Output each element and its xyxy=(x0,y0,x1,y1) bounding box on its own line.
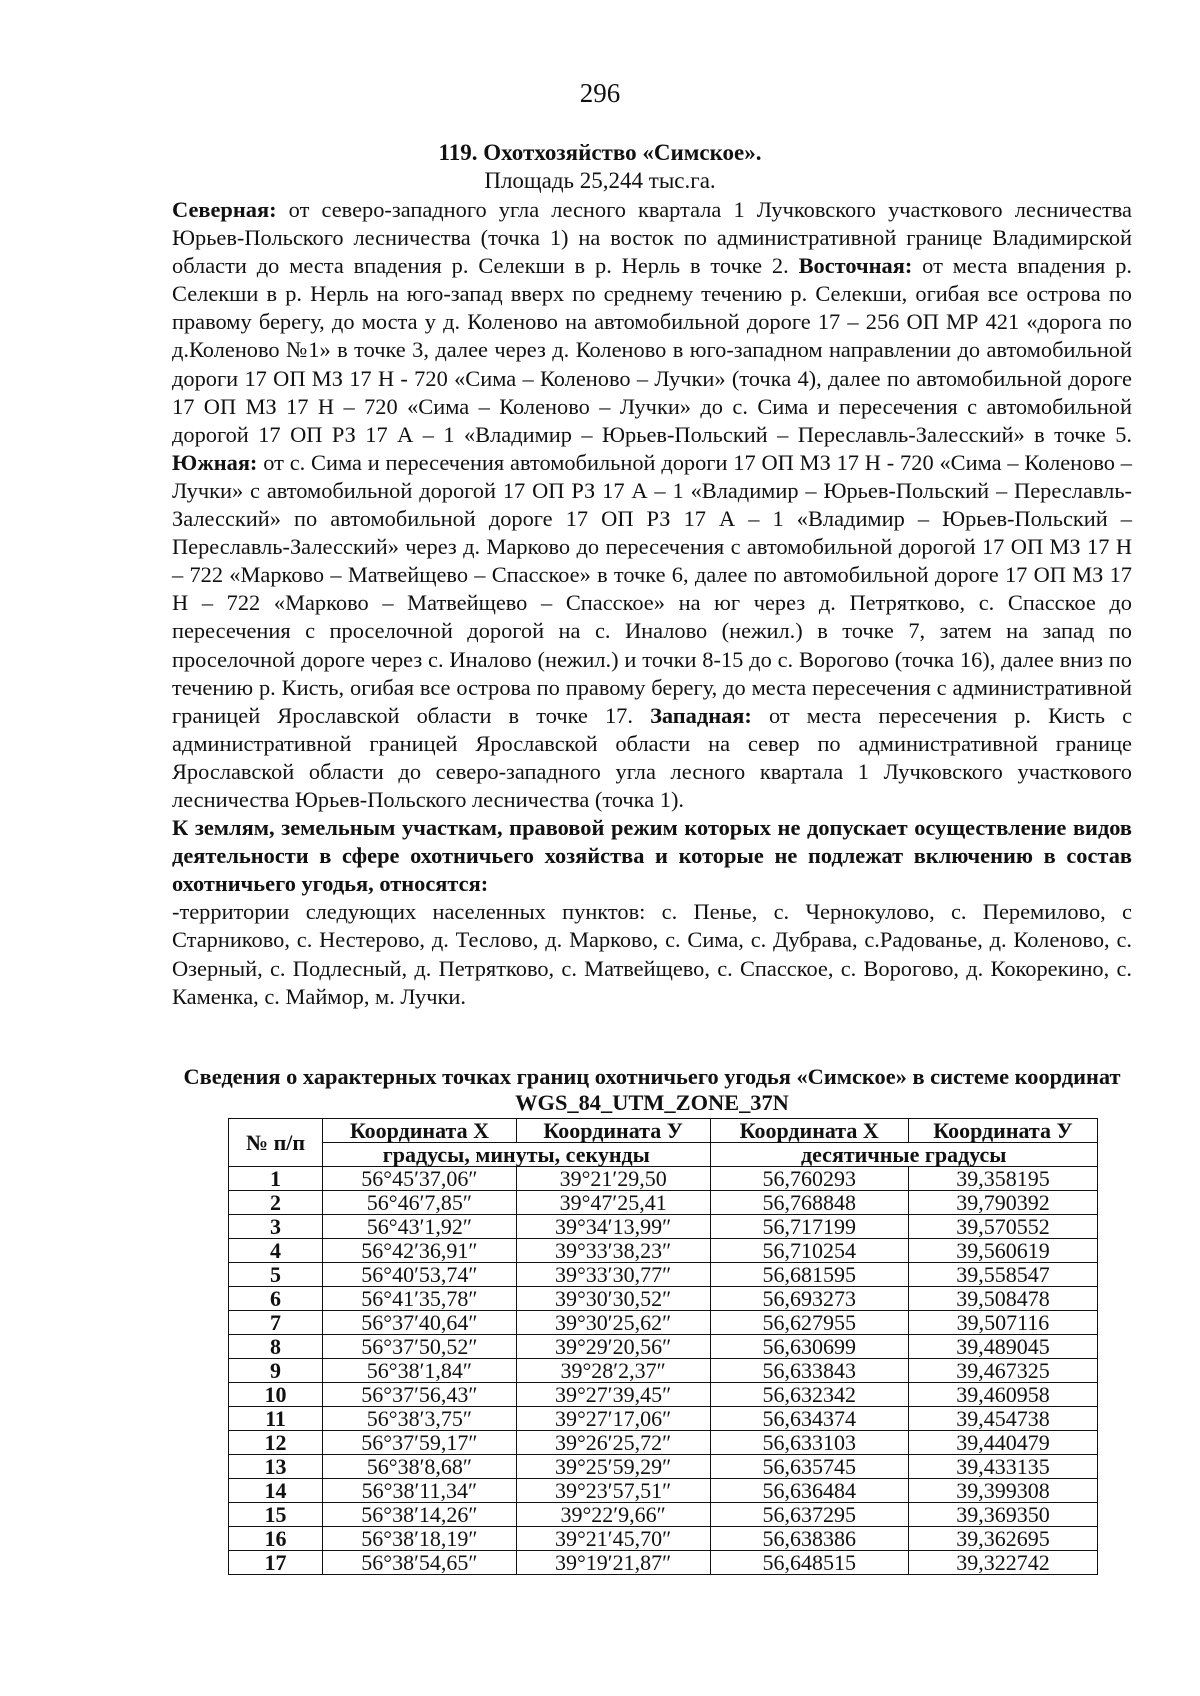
row-number: 5 xyxy=(229,1263,323,1287)
table-row xyxy=(229,1407,1098,1431)
y-dms-cell: 39°19′21,87″ xyxy=(516,1551,710,1575)
x-dec-cell: 56,635745 xyxy=(710,1455,908,1479)
x-dec-cell: 56,630699 xyxy=(710,1335,908,1359)
row-number: 11 xyxy=(229,1407,323,1431)
y-dec-cell: 39,560619 xyxy=(908,1239,1097,1263)
y-dms-cell: 39°28′2,37″ xyxy=(516,1359,710,1383)
x-dec-cell: 56,710254 xyxy=(710,1239,908,1263)
x-dms-cell: 56°45′37,06″ xyxy=(323,1167,517,1191)
y-dms-cell: 39°27′39,45″ xyxy=(516,1383,710,1407)
coordinates-table xyxy=(228,1118,1098,1575)
y-dec-cell: 39,440479 xyxy=(908,1431,1097,1455)
x-dms-cell: 56°37′59,17″ xyxy=(323,1431,517,1455)
y-dec-cell: 39,369350 xyxy=(908,1503,1097,1527)
row-number: 13 xyxy=(229,1455,323,1479)
page-number: 296 xyxy=(579,78,621,108)
x-dms-cell: 56°37′50,52″ xyxy=(323,1335,517,1359)
y-dms-cell: 39°21′45,70″ xyxy=(516,1527,710,1551)
table-row xyxy=(229,1263,1098,1287)
north-text: от северо-западного угла лесного квартала 1 Лучковского участкового лесничества Юрьев-Польского лесничества (точка 1) на восток по административной границе Владимирской области до места впадения р. Селекши в р. Нерль в точке 2. xyxy=(172,197,1132,279)
west-text: от места пересечения р. Кисть с административной границей Ярославской области на север по административной границе Ярославской области до северо-западного угла лесного квартала 1 Лучковского участкового лесничества Юрьев-Польского лесничества (точка 1). xyxy=(172,702,1133,812)
x-dec-cell: 56,693273 xyxy=(710,1287,908,1311)
x-dec-cell: 56,637295 xyxy=(710,1503,908,1527)
y-dec-cell: 39,399308 xyxy=(908,1479,1097,1503)
y-dms-cell: 39°33′38,23″ xyxy=(516,1239,710,1263)
table-subheader-row xyxy=(229,1143,1098,1167)
y-dms-cell: 39°26′25,72″ xyxy=(516,1431,710,1455)
y-dec-cell: 39,433135 xyxy=(908,1455,1097,1479)
x-dms-cell: 56°41′35,78″ xyxy=(323,1287,517,1311)
x-dec-cell: 56,633103 xyxy=(710,1431,908,1455)
table-row xyxy=(229,1527,1098,1551)
y-dms-cell: 39°47′25,41 xyxy=(516,1191,710,1215)
y-dec-cell: 39,460958 xyxy=(908,1383,1097,1407)
row-number: 3 xyxy=(229,1215,323,1239)
border-description xyxy=(172,196,1132,1011)
table-row xyxy=(229,1551,1098,1575)
table-row xyxy=(229,1335,1098,1359)
west-label: Западная: xyxy=(650,702,752,728)
y-dms-cell: 39°23′57,51″ xyxy=(516,1479,710,1503)
y-dms-cell: 39°22′9,66″ xyxy=(516,1503,710,1527)
x-dms-cell: 56°38′3,75″ xyxy=(323,1407,517,1431)
north-label: Северная: xyxy=(172,197,277,222)
x-dec-cell: 56,681595 xyxy=(710,1263,908,1287)
table-title: Сведения о характерных точках границ охотничьего угодья «Симское» в системе координат WGS_84_UTM_ZONE_37N xyxy=(183,1064,1121,1115)
x-dms-cell: 56°40′53,74″ xyxy=(323,1263,517,1287)
dms-subheader: градусы, минуты, секунды xyxy=(323,1143,710,1167)
table-row xyxy=(229,1311,1098,1335)
table-row xyxy=(229,1287,1098,1311)
x-dms-cell: 56°38′18,19″ xyxy=(323,1527,517,1551)
row-number: 6 xyxy=(229,1287,323,1311)
row-number: 16 xyxy=(229,1527,323,1551)
x-dec-cell: 56,648515 xyxy=(710,1551,908,1575)
x-dec-cell: 56,636484 xyxy=(710,1479,908,1503)
x-dms-cell: 56°38′54,65″ xyxy=(323,1551,517,1575)
x-dec-cell: 56,632342 xyxy=(710,1383,908,1407)
x-dec-cell: 56,638386 xyxy=(710,1527,908,1551)
y-dec-cell: 39,362695 xyxy=(908,1527,1097,1551)
row-number: 9 xyxy=(229,1359,323,1383)
row-number: 15 xyxy=(229,1503,323,1527)
y-dms-cell: 39°30′30,52″ xyxy=(516,1287,710,1311)
row-number: 12 xyxy=(229,1431,323,1455)
y-dms-cell: 39°29′20,56″ xyxy=(516,1335,710,1359)
table-row xyxy=(229,1503,1098,1527)
row-number: 10 xyxy=(229,1383,323,1407)
y-dec-cell: 39,489045 xyxy=(908,1335,1097,1359)
east-text: от места впадения р. Селекши в р. Нерль на юго-запад вверх по среднему течению р. Селекши, огибая все острова по правому берегу, до моста у д. Коленово на автомобильной дороге 17 – 256 ОП МР 421 «дорога по д.Коленово №1» в точке 3, далее через д. Коленово в юго-западном направлении до автомобильной дороги 17 ОП МЗ 17 Н - 720 «Сима – Коленово – Лучки» (точка 4), далее по автомобильной дороге 17 ОП МЗ 17 Н – 720 «Сима – Коленово – Лучки» до с. Сима и пересечения с автомобильной дорогой 17 ОП РЗ 17 А – 1 «Владимир – Юрьев-Польский – Переславль-Залесский» в точке 5. xyxy=(172,253,1132,447)
row-number: 14 xyxy=(229,1479,323,1503)
y-dms-cell: 39°21′29,50 xyxy=(516,1167,710,1191)
row-number: 1 xyxy=(229,1167,323,1191)
y-dec-cell: 39,454738 xyxy=(908,1407,1097,1431)
dec-subheader: десятичные градусы xyxy=(710,1143,1097,1167)
table-row xyxy=(229,1479,1098,1503)
row-number: 17 xyxy=(229,1551,323,1575)
table-row xyxy=(229,1215,1098,1239)
x-dec-cell: 56,627955 xyxy=(710,1311,908,1335)
exclusions-text: -территории следующих населенных пунктов: с. Пенье, с. Чернокулово, с. Перемилово, с Старниково, с. Нестерово, д. Теслово, д. Марково, с. Сима, с. Дубрава, с.Радованье, д. Коленово, с. Озерный, с. Подлесный, д. Петрятково, с. Матвейщево, с. Спасское, с. Ворогово, д. Кокорекино, с. Каменка, с. Маймор, м. Лучки. xyxy=(172,899,1132,1009)
y-dms-cell: 39°34′13,99″ xyxy=(516,1215,710,1239)
col-x-dms-header: Координата X xyxy=(323,1119,517,1143)
table-row xyxy=(229,1383,1098,1407)
x-dec-cell: 56,760293 xyxy=(710,1167,908,1191)
south-text: от с. Сима и пересечения автомобильной дороги 17 ОП МЗ 17 Н - 720 «Сима – Коленово – Лучки» с автомобильной дорогой 17 ОП РЗ 17 А – 1 «Владимир – Юрьев-Польский – Переславль-Залесский» по автомобильной дороге 17 ОП РЗ 17 А – 1 «Владимир – Юрьев-Польский – Переславль-Залесский» через д. Марково до пересечения с автомобильной дорогой 17 ОП МЗ 17 Н – 722 «Марково – Матвейщево – Спасское» в точке 6, далее по автомобильной дороге 17 ОП МЗ 17 Н – 722 «Марково – Матвейщево – Спасское» на юг через д. Петрятково, с. Спасское до пересечения с проселочной дорогой на с. Иналово (нежил.) в точке 7, затем на запад по проселочной дороге через с. Иналово (нежил.) и точки 8-15 до с. Ворогово (точка 16), далее вниз по течению р. Кисть, огибая все острова по правому берегу, до места пересечения с административной границей Ярославской области в точке 17. xyxy=(172,449,1132,728)
y-dec-cell: 39,322742 xyxy=(908,1551,1097,1575)
x-dec-cell: 56,768848 xyxy=(710,1191,908,1215)
table-row xyxy=(229,1359,1098,1383)
x-dms-cell: 56°37′40,64″ xyxy=(323,1311,517,1335)
south-label: Южная: xyxy=(172,449,258,475)
x-dec-cell: 56,634374 xyxy=(710,1407,908,1431)
table-body xyxy=(229,1167,1098,1575)
y-dms-cell: 39°25′59,29″ xyxy=(516,1455,710,1479)
row-number: 2 xyxy=(229,1191,323,1215)
table-header-row xyxy=(229,1119,1098,1143)
x-dms-cell: 56°43′1,92″ xyxy=(323,1215,517,1239)
x-dec-cell: 56,717199 xyxy=(710,1215,908,1239)
x-dms-cell: 56°42′36,91″ xyxy=(323,1239,517,1263)
col-x-dec-header: Координата X xyxy=(710,1119,908,1143)
row-number: 8 xyxy=(229,1335,323,1359)
y-dec-cell: 39,358195 xyxy=(908,1167,1097,1191)
borders-paragraph xyxy=(172,196,1132,814)
row-number: 7 xyxy=(229,1311,323,1335)
exclusions-heading: К землям, земельным участкам, правовой режим которых не допускает осуществление видов деятельности в сфере охотничьего хозяйства и которые не подлежат включению в состав охотничьего угодья, относятся: xyxy=(172,815,1132,897)
y-dms-cell: 39°33′30,77″ xyxy=(516,1263,710,1287)
x-dms-cell: 56°38′1,84″ xyxy=(323,1359,517,1383)
col-y-dec-header: Координата У xyxy=(908,1119,1097,1143)
y-dec-cell: 39,467325 xyxy=(908,1359,1097,1383)
area-line: Площадь 25,244 тыс.га. xyxy=(484,168,716,193)
section-heading: 119. Охотхозяйство «Симское». xyxy=(438,140,762,165)
table-row xyxy=(229,1455,1098,1479)
y-dec-cell: 39,507116 xyxy=(908,1311,1097,1335)
table-row xyxy=(229,1191,1098,1215)
x-dms-cell: 56°38′8,68″ xyxy=(323,1455,517,1479)
x-dms-cell: 56°38′14,26″ xyxy=(323,1503,517,1527)
table-row xyxy=(229,1167,1098,1191)
x-dms-cell: 56°38′11,34″ xyxy=(323,1479,517,1503)
table-row xyxy=(229,1239,1098,1263)
east-label: Восточная: xyxy=(798,253,913,279)
y-dec-cell: 39,790392 xyxy=(908,1191,1097,1215)
col-y-dms-header: Координата У xyxy=(516,1119,710,1143)
x-dms-cell: 56°46′7,85″ xyxy=(323,1191,517,1215)
x-dec-cell: 56,633843 xyxy=(710,1359,908,1383)
table-row xyxy=(229,1431,1098,1455)
y-dec-cell: 39,570552 xyxy=(908,1215,1097,1239)
y-dec-cell: 39,508478 xyxy=(908,1287,1097,1311)
x-dms-cell: 56°37′56,43″ xyxy=(323,1383,517,1407)
y-dms-cell: 39°30′25,62″ xyxy=(516,1311,710,1335)
col-num-header: № п/п xyxy=(229,1119,323,1167)
y-dec-cell: 39,558547 xyxy=(908,1263,1097,1287)
row-number: 4 xyxy=(229,1239,323,1263)
y-dms-cell: 39°27′17,06″ xyxy=(516,1407,710,1431)
